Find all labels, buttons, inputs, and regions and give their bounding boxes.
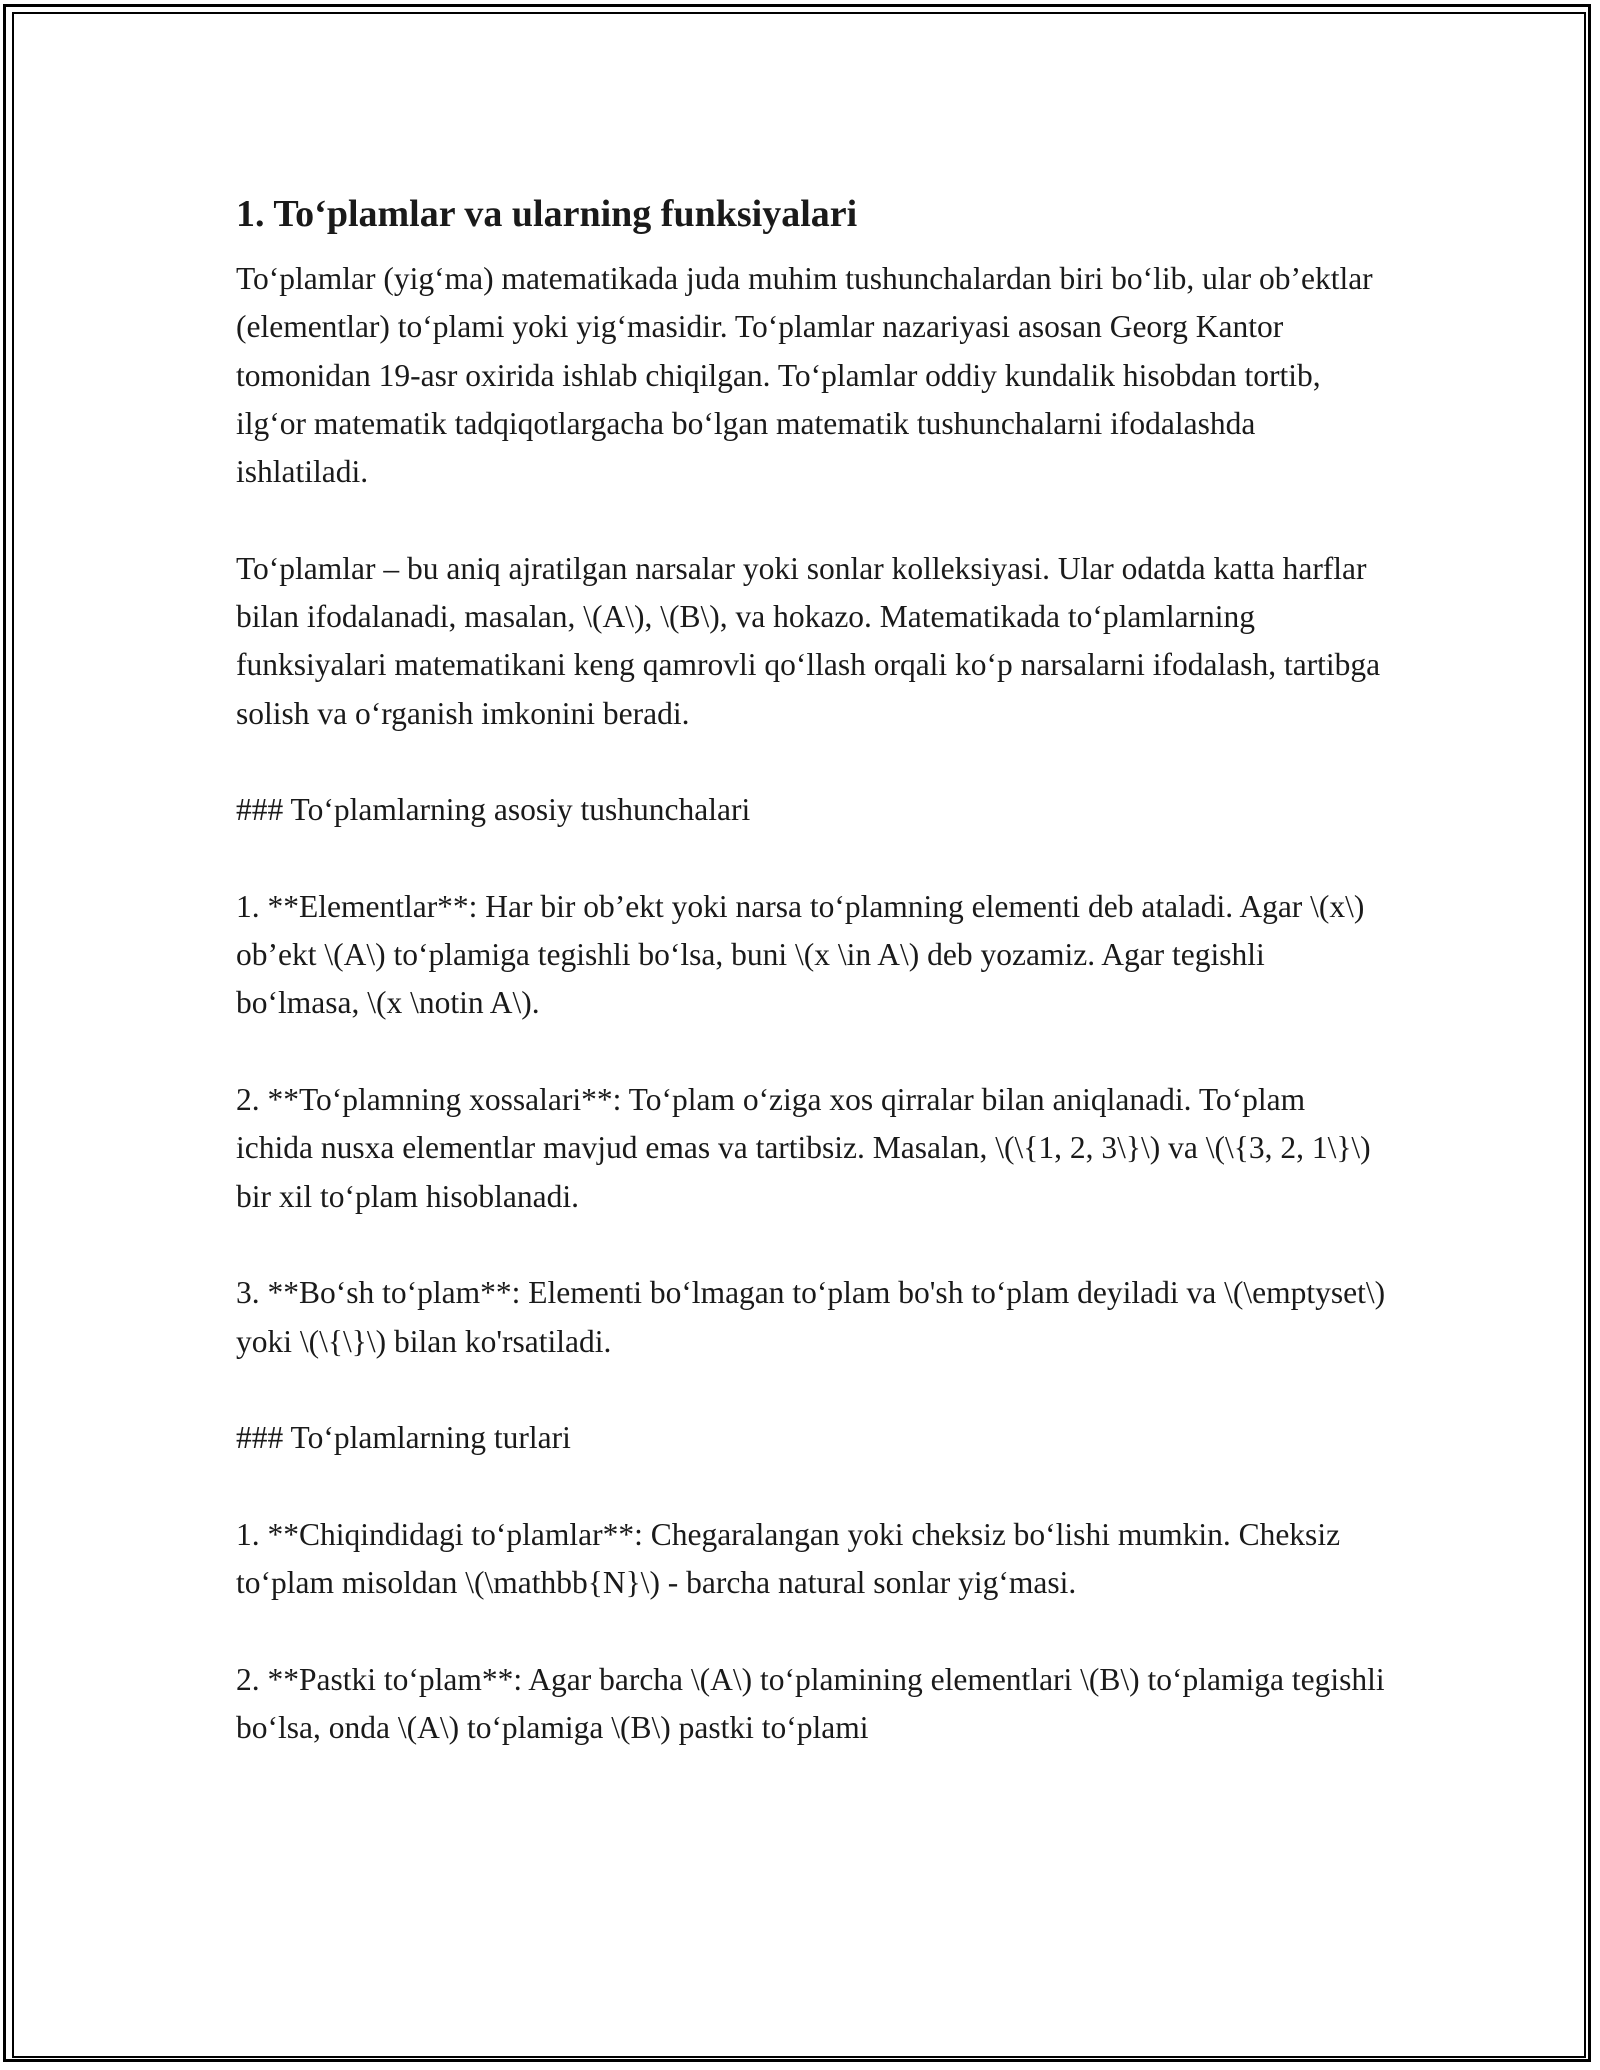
- section-heading-types: ### To‘plamlarning turlari: [236, 1420, 571, 1456]
- paragraph-definition: To‘plamlar – bu aniq ajratilgan narsalar yoki sonlar kolleksiyasi. Ular odatda katta harflar bilan ifodalanadi, masalan, \(A\), \(B\), va hokazo. Matematikada to‘plamlarning funksiyalari matematikani keng qamrovli qo‘llash orqali ko‘p narsalarni ifodalash, tartibga solish va o‘rganish imkonini beradi.: [236, 550, 1381, 731]
- list-item-subset: 2. **Pastki to‘plam**: Agar barcha \(A\) to‘plamining elementlari \(B\) to‘plamiga tegishli bo‘lsa, onda \(A\) to‘plamiga \(B\) pastki to‘plami: [236, 1661, 1385, 1745]
- paragraph-intro: To‘plamlar (yig‘ma) matematikada juda muhim tushunchalardan biri bo‘lib, ular ob’ektlar (elementlar) to‘plami yoki yig‘masidir. To‘plamlar nazariyasi asosan Georg Kantor tomonidan 19-asr oxirida ishlab chiqilgan. To‘plamlar oddiy kundalik hisobdan tortib, ilg‘or matematik tadqiqotlargacha bo‘lgan matematik tushunchalarni ifodalashda ishlatiladi.: [236, 261, 1373, 490]
- list-item-properties: 2. **To‘plamning xossalari**: To‘plam o‘ziga xos qirralar bilan aniqlanadi. To‘plam ichida nusxa elementlar mavjud emas va tartibsiz. Masalan, \(\{1, 2, 3\}\) va \(\{3, 2, 1\}\) bir xil to‘plam hisoblanadi.: [236, 1082, 1371, 1214]
- list-item-finite-infinite: 1. **Chiqindidagi to‘plamlar**: Chegaralangan yoki cheksiz bo‘lishi mumkin. Cheksiz to‘plam misoldan \(\mathbb{N}\) - barcha natural sonlar yig‘masi.: [236, 1516, 1341, 1601]
- list-item-empty-set: 3. **Bo‘sh to‘plam**: Elementi bo‘lmagan to‘plam bo'sh to‘plam deyiladi va \(\emptyset\) yoki \(\{\}\) bilan ko'rsatiladi.: [236, 1275, 1386, 1359]
- page-title: 1. To‘plamlar va ularning funksiyalari: [236, 193, 858, 235]
- section-heading-basics: ### To‘plamlarning asosiy tushunchalari: [236, 792, 751, 828]
- list-item-elements: 1. **Elementlar**: Har bir ob’ekt yoki narsa to‘plamning elementi deb ataladi. Agar \(x\) ob’ekt \(A\) to‘plamiga tegishli bo‘lsa, buni \(x \in A\) deb yozamiz. Agar tegishli bo‘lmasa, \(x \notin A\).: [236, 888, 1365, 1021]
- document-body: [236, 183, 1386, 1801]
